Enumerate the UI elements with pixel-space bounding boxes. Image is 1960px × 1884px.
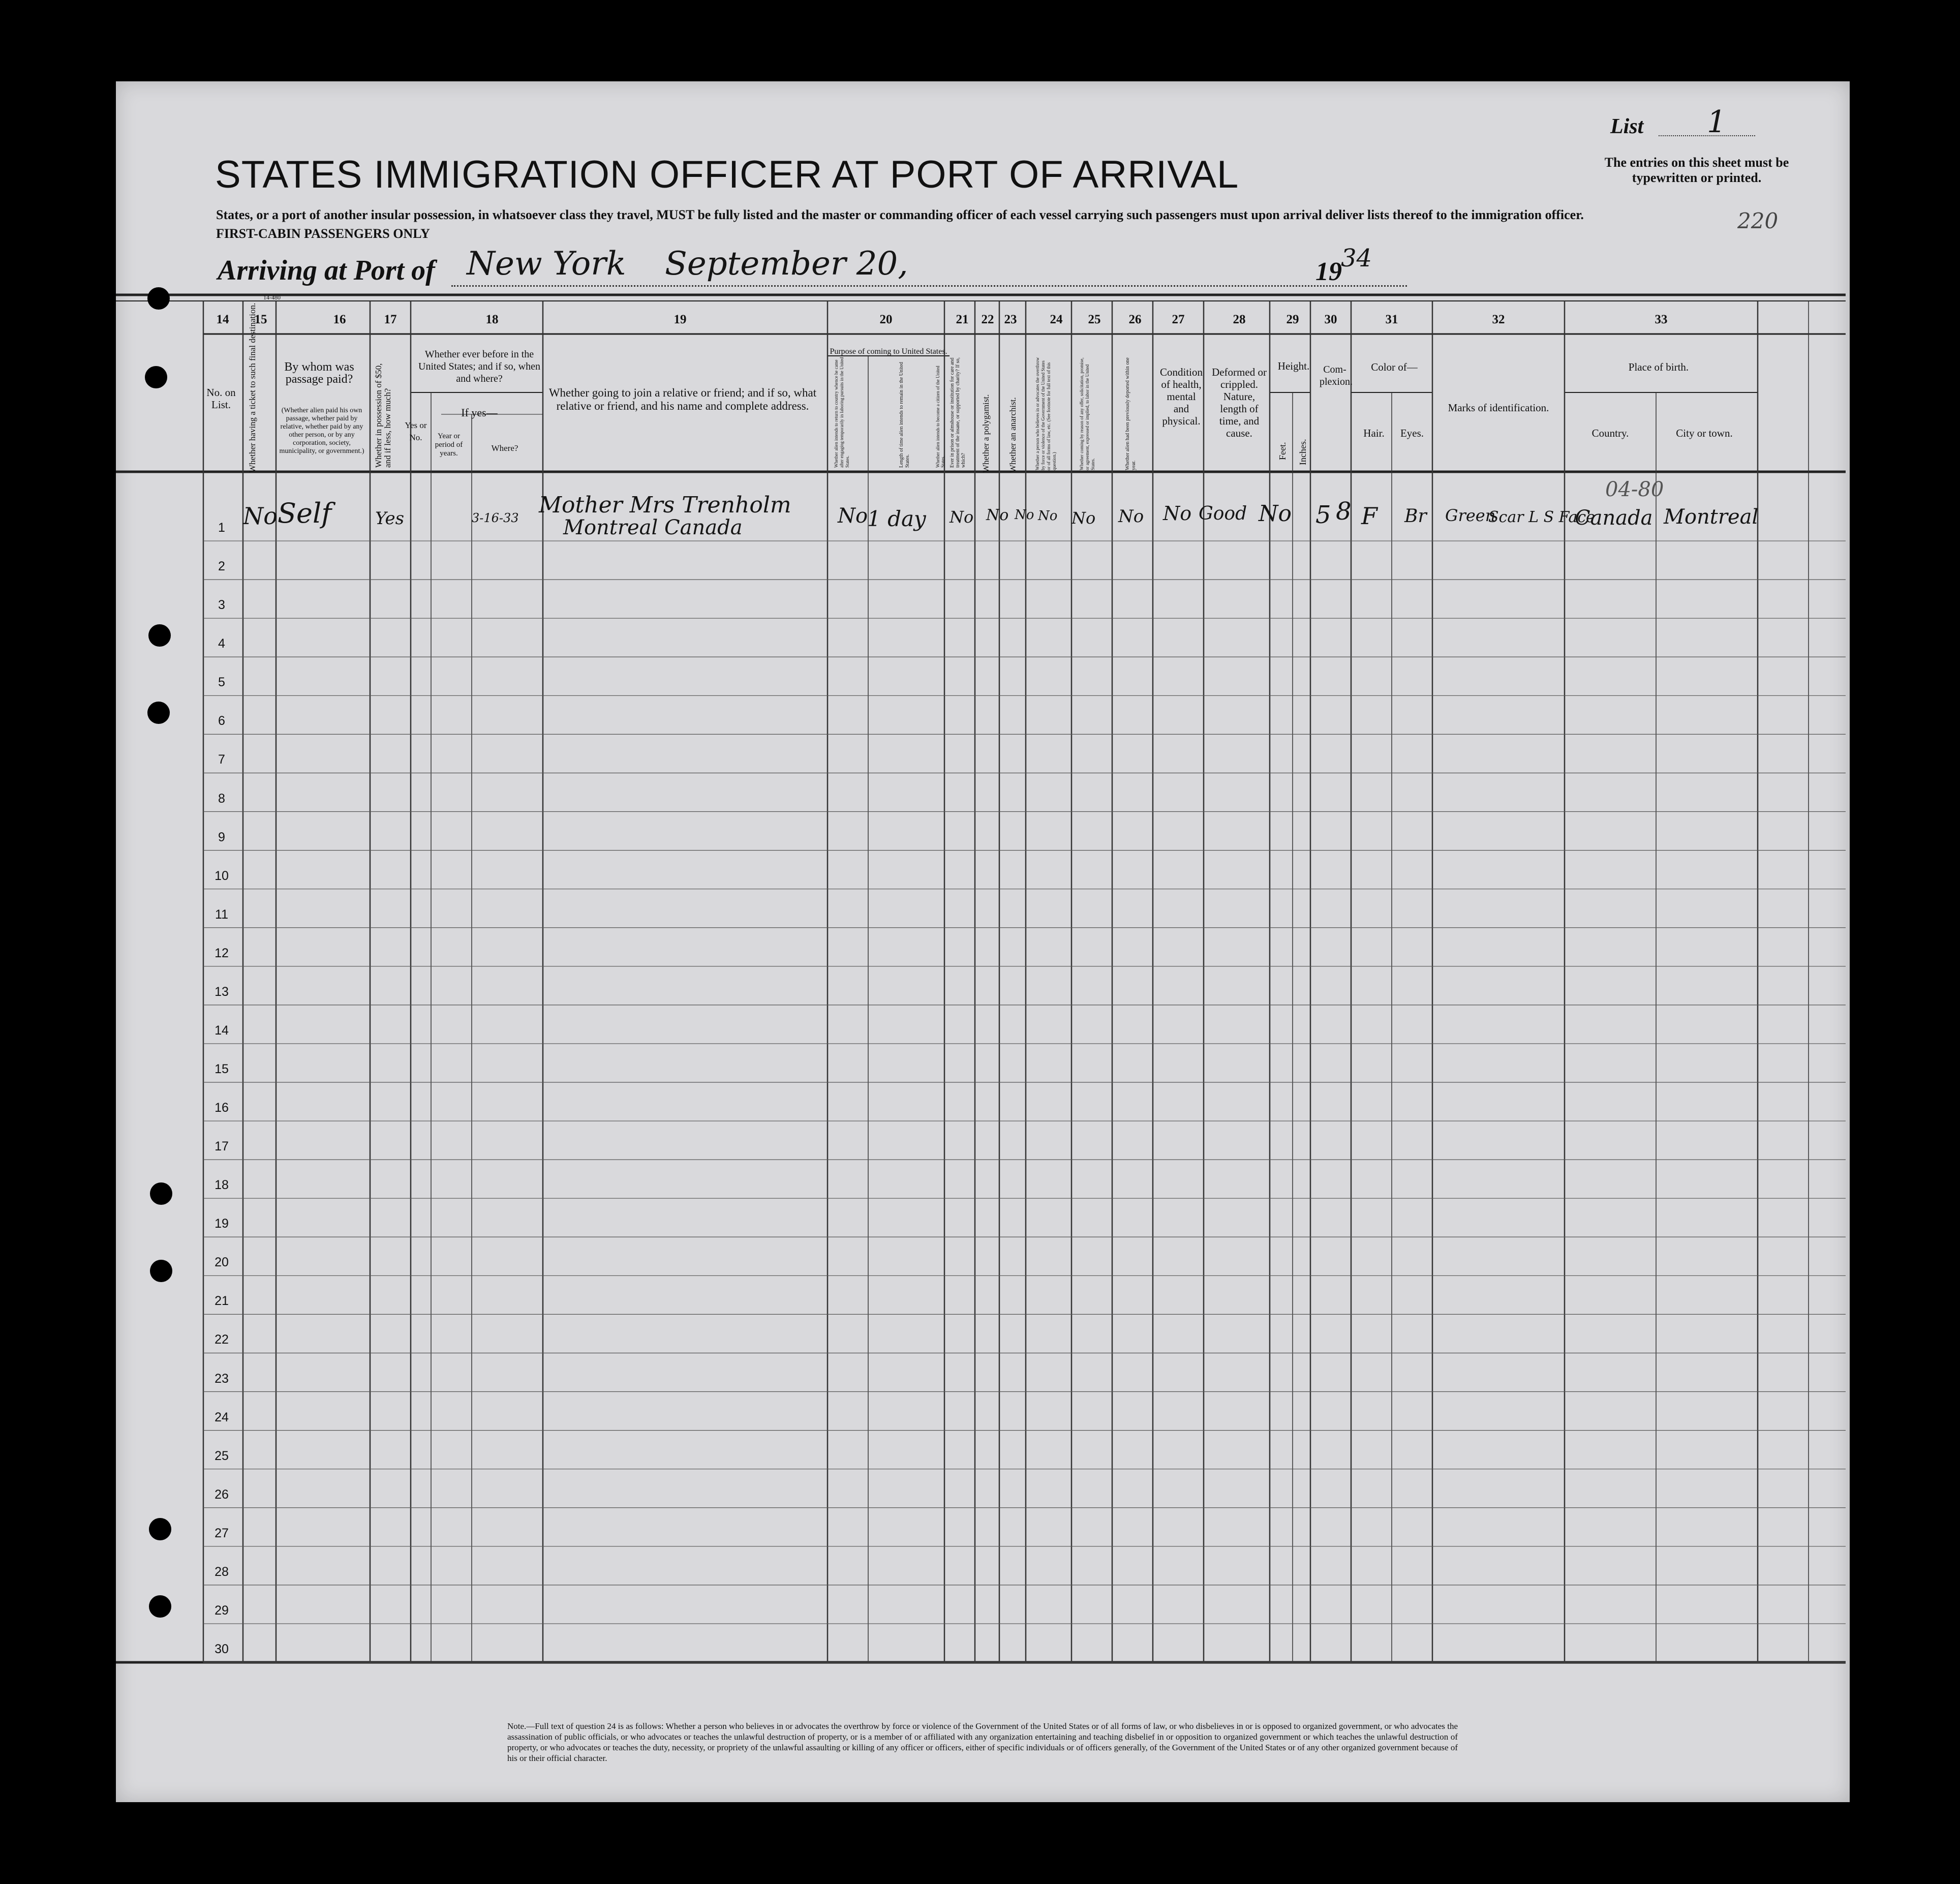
colno-18: 18 [485,313,499,326]
colno-14: 14 [216,313,229,326]
hdr-prison: Ever in prison or almshouse or institution for care and treatment of the insane, or supported by charity? If so, which? [950,357,966,468]
colno-32: 32 [1492,313,1505,326]
hdr-relative: Whether going to join a relative or friend; and if so, what relative or friend, and his name and complete address. [548,386,817,412]
row-number: 25 [215,1448,229,1463]
entry-ticket: No [243,502,278,530]
row-number: 17 [215,1139,229,1154]
row-number: 13 [215,984,229,999]
hdr-before-us: Whether ever before in the United States; and if so, when and where? [418,349,540,384]
entry-deformed: No [1259,501,1292,527]
entries-note: The entries on this sheet must be typewritten or printed. [1604,155,1789,185]
colno-33: 33 [1655,313,1668,326]
binder-hole [150,1260,172,1282]
row-number: 5 [218,675,225,690]
hdr-city: City or town. [1676,427,1733,439]
binder-hole [150,1182,172,1205]
year-suffix: 34 [1341,244,1372,272]
hdr-where: Where? [491,443,518,453]
hdr-color-of: Color of— [1371,361,1418,373]
binder-hole [147,702,170,724]
entry-complexion: F [1361,502,1377,530]
colno-30: 30 [1324,313,1337,326]
hdr-inches: Inches. [1298,439,1308,465]
row-number: 30 [215,1642,229,1656]
form-title: STATES IMMIGRATION OFFICER AT PORT OF ARRIVAL [215,153,1239,196]
hdr-hair: Hair. [1363,427,1385,439]
entry-offer: No [1118,506,1144,527]
entry-overthrow: No [1071,508,1096,528]
row-number: 11 [215,907,228,922]
entry-anarchist: No [1038,508,1058,524]
colno-28: 28 [1233,313,1246,326]
row-number: 14 [215,1023,229,1038]
hdr-anarchist: Whether an anarchist. [1008,397,1018,473]
colno-16: 16 [333,313,346,326]
row-number: 6 [218,714,225,728]
colno-23: 23 [1004,313,1017,326]
hdr-year: Year or period of years. [435,432,463,458]
entry-length: 1 day [867,506,926,531]
entry-deported: No [1163,502,1192,525]
form-intro: States, or a port of another insular possession, in whatsoever class they travel, MUST be fully listed and the master or commanding officer of each vessel carrying such passengers must upon arrival deliver lists thereof to the immigration officer. [216,207,1584,222]
binder-hole [148,624,171,647]
hdr-marks: Marks of identification. [1448,402,1549,414]
hdr-height: Height. [1277,360,1310,372]
entry-eyes: Green [1445,506,1496,525]
hdr-feet: Feet. [1277,442,1288,460]
hdr-complexion: Com-plexion. [1320,364,1353,387]
row-number: 16 [215,1101,229,1115]
entry-health: Good [1199,503,1247,524]
hdr-yes-no: Yes or No. [405,420,427,442]
port-handwritten: New York [467,245,626,283]
entry-year-before: 3-16-33 [472,511,519,525]
entry-hair: Br [1404,506,1427,527]
entry-relative-line1: Mother Mrs Trenholm [539,492,791,518]
footnote: Note.—Full text of question 24 is as follows: Whether a person who believes in or advocates the overthrow by force or violence of the Government of the United States or of all forms of law, or who disbelieves in or is opposed to organized government, or who advocates the assassination of public officials, or who advocates or teaches the unlawful destruction of property, or is a member of or affiliated with any organization entertaining and teaching disbelief in or opposition to organized government or which teaches the unlawful destruction of property, or who advocates or teaches the duty, necessity, or propriety of the unlawful assaulting or killing of any officer or officers, either of specific individuals or of officers generally, of the Government of the United States or of any other organized government because of his or their official character. [507,1721,1458,1763]
class-line: FIRST-CABIN PASSENGERS ONLY [216,226,430,241]
hdr-deported: Whether alien had been previously deported within one year. [1125,357,1137,470]
hdr-purpose: Purpose of coming to United States. [830,347,947,356]
entry-polygamist: No [1015,507,1034,523]
entry-prison: No [986,506,1009,524]
row-number: 7 [218,752,225,767]
row-number: 20 [215,1255,229,1270]
entry-paid-by: Self [278,497,332,529]
colno-20: 20 [879,313,893,326]
row-number: 26 [215,1487,229,1502]
colno-17: 17 [384,313,397,326]
row-number: 19 [215,1217,229,1231]
row-number: 12 [215,946,229,960]
colno-22: 22 [981,313,994,326]
binder-hole [147,287,170,310]
entry-city: Montreal [1664,505,1759,529]
colno-19: 19 [673,313,687,326]
hdr-ticket: Whether having a ticket to such final destination. [248,302,257,473]
hdr-health: Condition of health, mental and physical. [1159,366,1203,427]
small-mark: 14-480 [263,294,281,301]
hdr-purpose-citizen: Whether alien intends to become a citizen of the United States. [935,366,945,468]
row-number: 2 [218,559,225,574]
colno-27: 27 [1172,313,1185,326]
hdr-if-yes: If yes— [461,406,498,419]
hdr-place-of-birth: Place of birth. [1628,361,1689,373]
entry-feet: 5 [1315,501,1331,529]
row-number: 4 [218,636,225,651]
form-grid [116,81,1850,1802]
row-number: 29 [215,1603,229,1618]
row-number: 3 [218,598,225,613]
entry-marks: Scar L S Face [1488,508,1595,526]
binder-hole [145,366,167,388]
hdr-paid-by: By whom was passage paid? [284,360,354,386]
hdr-deformed: Deformed or crippled. Nature, length of time, and cause. [1212,366,1267,439]
entry-inches: 8 [1336,497,1352,526]
hdr-country: Country. [1591,427,1629,439]
entry-return: No [838,504,868,528]
hdr-overthrow: Whether a person who believes in or advocates the overthrow by force or violence of the Government of the United States or of all forms of law, etc. (See footnote for full text of this question.) [1035,357,1057,470]
hdr-paid-by-sub: (Whether alien paid his own passage, whether paid by relative, whether paid by any other person, or by any corporation, society, municipality, or government.) [279,407,364,455]
colno-26: 26 [1128,313,1142,326]
colno-25: 25 [1088,313,1101,326]
row-number: 9 [218,830,225,844]
row-number: 1 [218,521,225,535]
hdr-eyes: Eyes. [1400,427,1424,439]
arriving-label: Arriving at Port of [218,255,435,286]
row-number: 18 [215,1178,229,1193]
row-number: 24 [215,1410,229,1424]
row-number: 15 [215,1062,229,1076]
list-label: List [1610,115,1644,138]
colno-21: 21 [956,313,969,326]
sheet-number: 220 [1737,208,1779,233]
colno-24: 24 [1050,313,1063,326]
row-number: 22 [215,1332,229,1347]
date-handwritten: September 20, [665,245,908,283]
entry-money: Yes [375,508,405,529]
hdr-purpose-return: Whether alien intends to return to country whence he came after engaging temporarily in laboring pursuits in the United States. [834,357,850,468]
hdr-polygamist: Whether a polygamist. [981,394,991,473]
manifest-sheet [116,81,1850,1802]
colno-29: 29 [1286,313,1299,326]
hdr-purpose-length: Length of time alien intends to remain in the United States. [899,361,910,468]
binder-hole [149,1595,171,1618]
entry-annotation: 04-80 [1605,478,1664,501]
entry-relative-line2: Montreal Canada [563,516,743,539]
row-number: 27 [215,1526,229,1540]
entry-citizen: No [950,507,974,527]
hdr-money: Whether in possession of $50, and if less, how much? [374,363,392,468]
row-number: 23 [215,1371,229,1386]
binder-hole [149,1518,171,1540]
hdr-offer: Whether coming by reason of any offer, solicitation, promise, or agreement, expressed or implied, to labor in the United States. [1079,357,1095,470]
row-number: 8 [218,791,225,806]
row-number: 28 [215,1564,229,1579]
row-number: 21 [215,1294,229,1309]
colno-15: 15 [254,313,267,326]
row-number: 10 [215,868,229,883]
colno-31: 31 [1385,313,1398,326]
entry-country: Canada [1575,506,1653,530]
year-prefix: 19 [1315,257,1342,286]
list-number: 1 [1707,104,1727,140]
hdr-no-on-list: No. on List. [206,386,236,411]
